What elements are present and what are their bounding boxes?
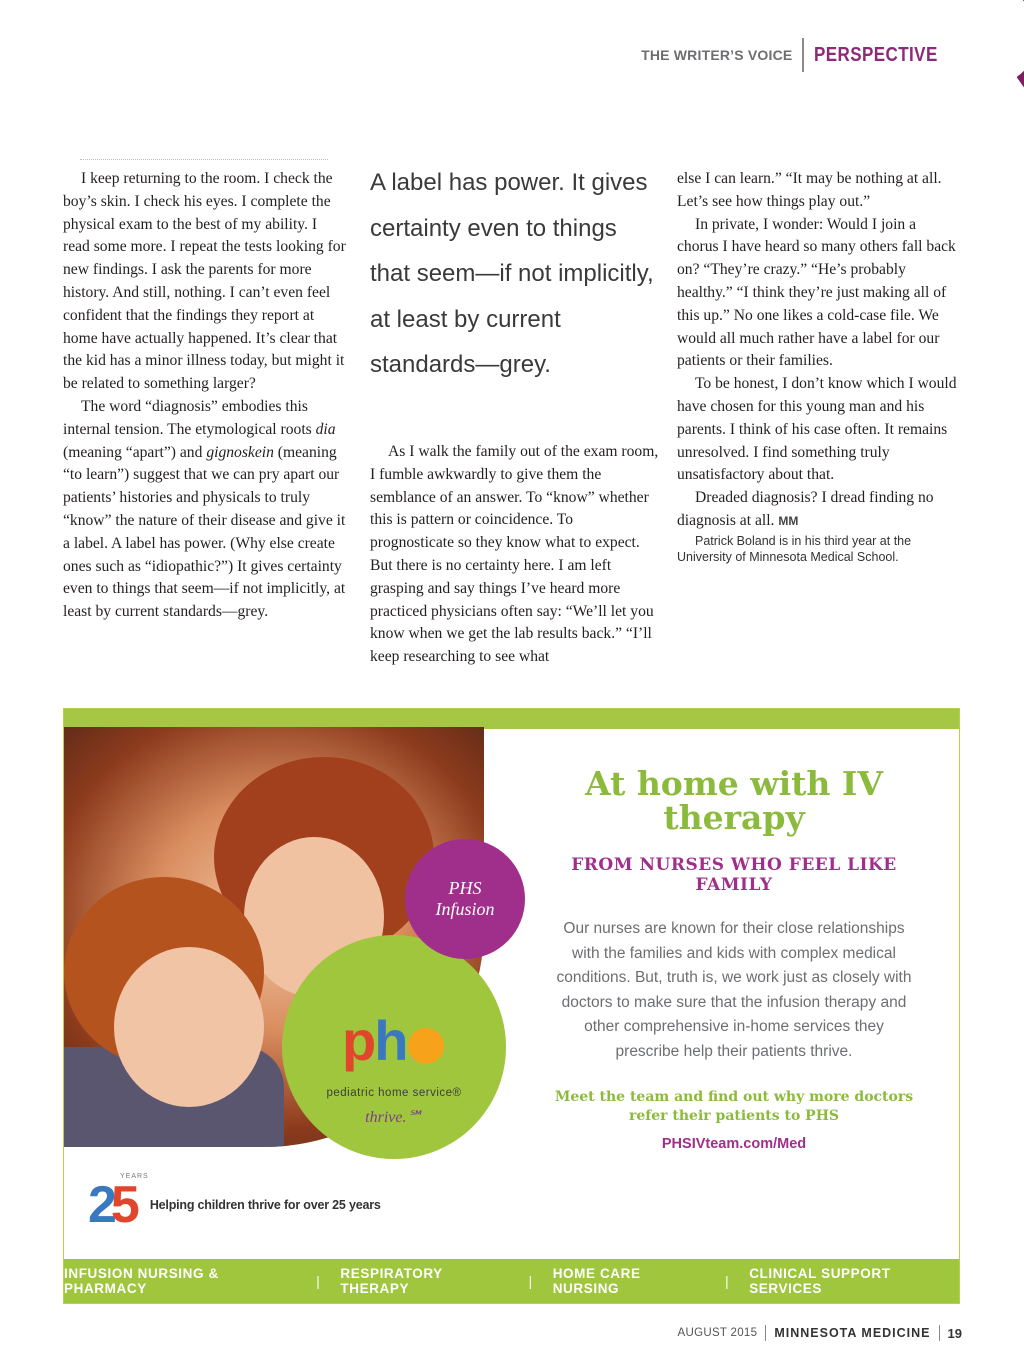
paragraph (63, 396, 347, 624)
pull-quote: A label has power. It gives certainty even to things that seem—if not implicitly, at least by current standards—grey. (370, 169, 654, 378)
brand-tagline: thrive.℠ (365, 1109, 423, 1126)
service-item: CLINICAL SUPPORT SERVICES (749, 1266, 891, 1296)
section-label: THE WRITER’S VOICE (641, 47, 793, 63)
article-column-2 (370, 441, 660, 669)
ad-subhead: FROM NURSES WHO FEEL LIKE FAMILY (571, 855, 897, 895)
italic-term: dia (315, 420, 336, 438)
page-number: 19 (947, 1325, 962, 1341)
end-mark: MM (778, 513, 799, 528)
author-bio: Patrick Boland is in his third year at the University of Minnesota Medical School. (677, 533, 912, 564)
page-footer (678, 1325, 962, 1341)
years-label: YEARS (120, 1173, 149, 1180)
issue-date: AUGUST 2015 (677, 1327, 758, 1339)
service-divider: | (316, 1273, 321, 1289)
years-number: 25 (88, 1176, 134, 1234)
paragraph: As I walk the family out of the exam room, I fumble awkwardly to give them the semblance of an answer. To “know” whether this is pattern or coincidence. To prognosticate so they know what to expect. But there is no certainty here. I am left grasping and say things I’ve heard more practiced physicians often say: “We’ll let you know when we get the lab results back.” “I’ll keep researching to see what (370, 443, 659, 666)
header-divider (802, 38, 804, 72)
paragraph: else I can learn.” “It may be nothing at all. Let’s see how things play out.” (677, 170, 942, 210)
years-tagline: Helping children thrive for over 25 years (149, 1198, 381, 1212)
paragraph (677, 487, 961, 533)
paragraph: In private, I wonder: Would I join a chorus I have heard so many others fall back on? “They’re crazy.” “He’s probably healthy.” “I think they’re just making all of this up.” No one likes a cold-case file. We would all much rather have a label for our patients or their families. (677, 215, 956, 370)
footer-divider (765, 1325, 766, 1341)
brand-circle (282, 935, 506, 1159)
ad-headline: At home with IV therapy (585, 764, 883, 837)
text-run: (meaning “to learn”) suggest that we can pry apart our patients’ histories and physicals to truly “know” the nature of their disease and give it a label. A label has power. (Why else create ones such as “idiopathic?”) It gives certainty even to things that seem—if not implicitly, at least by current standards—grey. (63, 443, 346, 621)
service-divider: | (725, 1273, 730, 1289)
text-run: Dreaded diagnosis? I dread finding no diagnosis at all. (677, 489, 934, 529)
paragraph: To be honest, I don’t know which I would have chosen for this young man and his parents. I think of his case often. It remains unresolved. I find something truly unsatisfactory about that. (677, 375, 957, 484)
article-column-3 (677, 168, 961, 565)
text-run: The word “diagnosis” embodies this internal tension. The etymological roots (63, 397, 316, 438)
service-item: INFUSION NURSING & PHARMACY (64, 1266, 219, 1296)
text-run: (meaning “apart”) and (63, 443, 207, 461)
phs-infusion-badge (405, 839, 525, 959)
ad-url-link[interactable]: PHSIVteam.com/Med (661, 1136, 807, 1152)
footer-divider (939, 1325, 940, 1341)
brand-name: pediatric home service® (326, 1087, 462, 1099)
magazine-name: MINNESOTA MEDICINE (774, 1326, 931, 1340)
running-header (641, 38, 960, 72)
paragraph: I keep returning to the room. I check the boy’s skin. I check his eyes. I complete the physical exam to the best of my ability. I read some more. I repeat the tests looking for new findings. I ask the parents for more history. And still, nothing. I can’t even feel confident that the findings they report at home have actually happened. It’s clear that the kid has a minor illness today, but might it be related to something larger? (63, 170, 346, 393)
badge-label: PHS Infusion (435, 878, 495, 919)
advertisement[interactable] (63, 708, 960, 1304)
service-item: HOME CARE NURSING (552, 1266, 641, 1296)
article-column-1 (63, 168, 347, 624)
ad-top-bar (64, 709, 959, 729)
anniversary-badge (88, 1173, 381, 1234)
logo-dot-icon (408, 1028, 444, 1064)
column-rule (80, 159, 328, 160)
service-divider: | (528, 1273, 533, 1289)
services-bar (64, 1259, 959, 1303)
ad-copy (554, 764, 914, 1152)
phs-logo: ph (342, 1013, 444, 1069)
service-item: RESPIRATORY THERAPY (340, 1266, 443, 1296)
ad-call-to-action: Meet the team and find out why more doctors refer their patients to PHS (554, 1089, 914, 1124)
category-label: PERSPECTIVE (814, 43, 939, 66)
photo-child-face (114, 947, 264, 1107)
italic-term: gignoskein (206, 443, 274, 461)
ad-body: Our nurses are known for their close relationships with the families and kids with complex medical conditions. But, truth is, we work just as closely with doctors to make sure that the infusion therapy and other comprehensive in-home services they prescribe help their patients thrive. (556, 920, 912, 1060)
